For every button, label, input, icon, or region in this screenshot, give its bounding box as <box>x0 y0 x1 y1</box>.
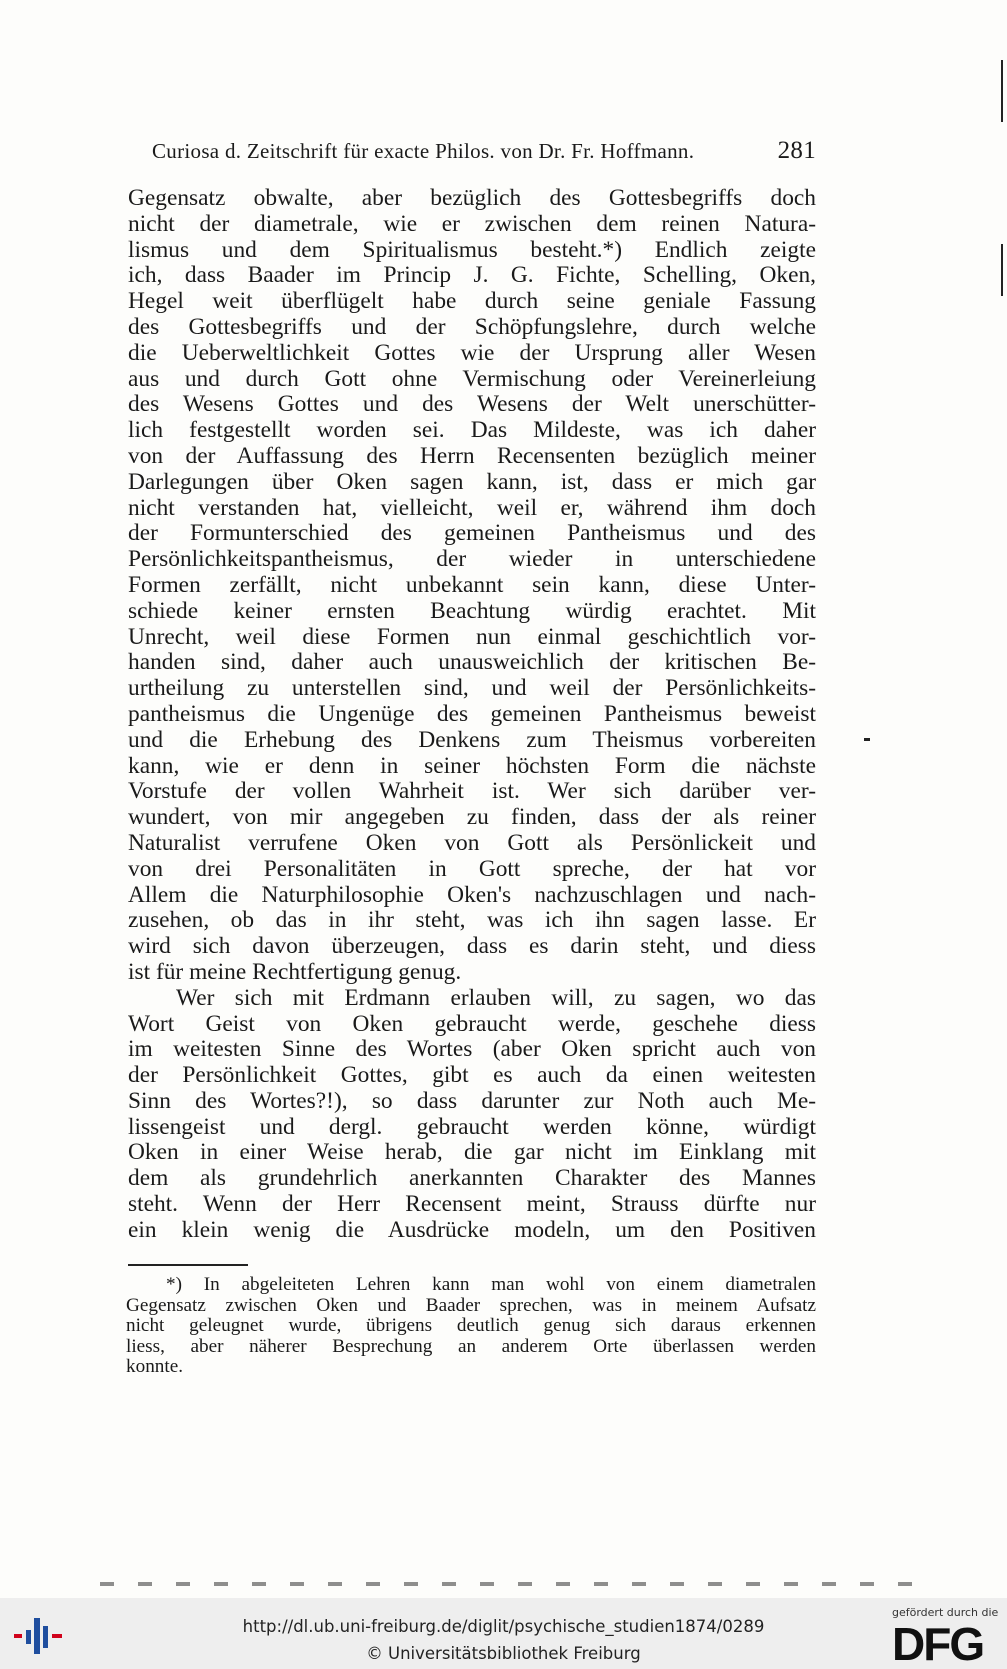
text-line: nicht verstanden hat, vielleicht, weil er, während ihm doch <box>128 494 816 521</box>
text-line: aus und durch Gott ohne Vermischung oder Vereinerleiung <box>128 365 816 392</box>
text-line: zusehen, ob das in ihr steht, was ich ihn sagen lasse. Er <box>128 907 816 934</box>
text-line: von der Auffassung des Herrn Recensenten bezüglich meiner <box>128 442 816 469</box>
text-line: des Gottesbegriffs und der Schöpfungslehre, durch welche <box>128 313 816 340</box>
text-line: Darlegungen über Oken sagen kann, ist, dass er mich gar <box>128 468 816 495</box>
text-line: pantheismus die Ungenüge des gemeinen Pantheismus beweist <box>128 700 816 727</box>
funding-note: gefördert durch die <box>892 1606 999 1619</box>
scan-edge-mark <box>1001 60 1003 122</box>
text-line: im weitesten Sinne des Wortes (aber Oken spricht auch von <box>128 1036 816 1063</box>
document-url[interactable]: http://dl.ub.uni-freiburg.de/diglit/psychische_studien1874/0289 <box>242 1617 765 1636</box>
running-title: Curiosa d. Zeitschrift für exacte Philos. von Dr. Fr. Hoffmann. <box>152 139 695 163</box>
text-line: die Ueberweltlichkeit Gottes wie der Ursprung aller Wesen <box>128 339 816 366</box>
text-line: Persönlichkeitspantheismus, der wieder in unterschiedene <box>128 546 816 573</box>
text-line: lissengeist und dergl. gebraucht werden könne, würdigt <box>128 1113 816 1140</box>
text-line: Unrecht, weil diese Formen nun einmal geschichtlich vor- <box>128 623 816 650</box>
main-text <box>128 186 816 1244</box>
text-line: wird sich davon überzeugen, dass es darin steht, und diess <box>128 933 816 960</box>
footnote-line: *) In abgeleiteten Lehren kann man wohl von einem diametralen <box>166 1274 816 1295</box>
text-line: schiede keiner ernsten Beachtung würdig erachtet. Mit <box>128 597 816 624</box>
text-line: Allem die Naturphilosophie Oken's nachzuschlagen und nach- <box>128 881 816 908</box>
text-line: dem als grundehrlich anerkannten Charakter des Mannes <box>128 1165 816 1192</box>
page-number: 281 <box>777 137 816 164</box>
text-line: handen sind, daher auch unausweichlich der kritischen Be- <box>128 649 816 676</box>
scan-edge-mark <box>1001 244 1003 296</box>
copyright-notice: © Universitätsbibliothek Freiburg <box>366 1644 641 1663</box>
text-line: Gegensatz obwalte, aber bezüglich des Gottesbegriffs doch <box>128 185 816 211</box>
text-line: ein klein wenig die Ausdrücke modeln, um den Positiven <box>128 1216 816 1243</box>
text-line: wundert, von mir angegeben zu finden, dass der als reiner <box>128 804 816 831</box>
text-line: steht. Wenn der Herr Recensent meint, Strauss dürfte nur <box>128 1191 816 1218</box>
footnote-rule <box>128 1264 248 1266</box>
text-line: Wort Geist von Oken gebraucht werde, geschehe diess <box>128 1010 816 1037</box>
text-line: Formen zerfällt, nicht unbekannt sein kann, diese Unter- <box>128 571 816 598</box>
text-line: kann, wie er denn in seiner höchsten Form die nächste <box>128 752 816 779</box>
text-line: ich, dass Baader im Princip J. G. Fichte, Schelling, Oken, <box>128 262 816 289</box>
footnote-line: nicht geleugnet wurde, übrigens deutlich genug sich daraus erkennen <box>126 1315 816 1336</box>
text-line: lich festgestellt worden sei. Das Mildeste, was ich daher <box>128 417 816 444</box>
scan-artifact <box>100 1582 920 1586</box>
margin-mark <box>864 738 870 741</box>
text-line: und die Erhebung des Denkens zum Theismus vorbereiten <box>128 726 816 753</box>
text-line: Oken in einer Weise herab, die gar nicht im Einklang mit <box>128 1139 816 1166</box>
dfg-logo-icon <box>892 1618 992 1664</box>
text-line: der Formunterschied des gemeinen Pantheismus und des <box>128 520 816 547</box>
text-line: des Wesens Gottes und des Wesens der Welt unerschütter- <box>128 391 816 418</box>
text-line: lismus und dem Spiritualismus besteht.*) Endlich zeigte <box>128 236 816 263</box>
text-line: Vorstufe der vollen Wahrheit ist. Wer sich darüber ver- <box>128 778 816 805</box>
footnote-line: liess, aber näherer Besprechung an anderem Orte überlassen werden <box>126 1335 816 1357</box>
text-line: nicht der diametrale, wie er zwischen dem reinen Natura- <box>128 210 816 237</box>
text-line: urtheilung zu unterstellen sind, und weil der Persönlichkeits- <box>128 675 816 702</box>
text-line: ist für meine Rechtfertigung genug. <box>128 958 462 985</box>
text-line: Hegel weit überflügelt habe durch seine geniale Fassung <box>128 288 816 315</box>
dfg-logo-text: DFG <box>892 1618 984 1664</box>
text-line: Naturalist verrufene Oken von Gott als Persönlickeit und <box>128 829 816 856</box>
footnote <box>126 1275 816 1378</box>
text-line: von drei Personalitäten in Gott spreche, der hat vor <box>128 855 816 882</box>
footnote-line: konnte. <box>126 1356 184 1377</box>
running-header <box>152 137 816 165</box>
text-line: der Persönlichkeit Gottes, gibt es auch da einen weitesten <box>128 1062 816 1089</box>
footnote-line: Gegensatz zwischen Oken und Baader sprechen, was in meinem Aufsatz <box>126 1294 816 1316</box>
text-line: Sinn des Wortes?!), so dass darunter zur Noth auch Me- <box>128 1087 816 1114</box>
text-line: Wer sich mit Erdmann erlauben will, zu sagen, wo das <box>176 984 816 1011</box>
